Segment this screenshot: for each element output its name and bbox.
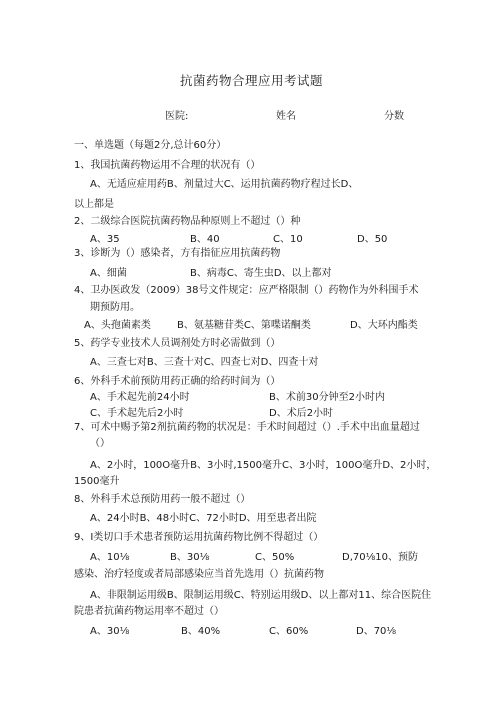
- question-3-option-a: A、细菌: [90, 268, 127, 279]
- question-2-option-a: A、35: [90, 234, 120, 245]
- question-9-option-c: C、50%: [255, 552, 295, 563]
- question-6-stem: 6、外科手术前预防用药正确的给药时间为（）: [74, 376, 281, 387]
- question-5-stem: 5、药学专业技术人员调剂处方时必需做到（）: [74, 338, 281, 349]
- hospital-field-label: 医院:: [165, 111, 189, 122]
- name-field-label: 姓名: [276, 111, 296, 122]
- question-9-stem: 9、I类切口手术患者预防运用抗菌药物比例不得超过（）: [74, 532, 324, 543]
- question-7-options-cont: 1500毫升: [74, 476, 120, 487]
- question-2-option-d: D、50: [357, 234, 388, 245]
- question-11-option-b: B、40%: [181, 626, 221, 637]
- section-heading: 一、单选题（每题2分,总计60分）: [74, 140, 227, 151]
- question-9-option-a: A、10⅛: [90, 552, 130, 563]
- question-6-option-c: C、手术起先后2小时: [90, 408, 184, 419]
- question-7-stem-cont: （）: [90, 438, 110, 449]
- question-7-options: A、2小时，100O毫升B、3小时,1500毫升C、3小时，100O毫升D、2小时，: [90, 460, 437, 471]
- question-10-options: A、非限制运用级B、限制运用级C、特别运用级D、以上都对11、综合医院住: [90, 590, 432, 601]
- question-1-stem: 1、我国抗菌药物运用不合理的状况有（）: [74, 160, 261, 171]
- question-4-stem-cont: 期预防用。: [90, 302, 140, 313]
- question-6-option-b: B、术前30分钟至2小时内: [269, 392, 385, 403]
- question-3-stem: 3、诊断为（）感染者，方有指征应用抗菌药物: [74, 248, 281, 259]
- question-2-stem: 2、二级综合医院抗菌药物品种原则上不超过（）种: [74, 216, 301, 227]
- question-7-stem: 7、可术中赐予第2剂抗菌药物的状况是：手术时间超过（）.手术中出血量超过: [74, 422, 420, 433]
- question-4-option-a: A、头孢菌素类: [84, 320, 151, 331]
- question-1-options: A、无适应症用药B、剂量过大C、运用抗菌药物疗程过长D、: [90, 179, 359, 190]
- question-3-options-rest: B、病毒C、寄生虫D、以上都对: [190, 268, 332, 279]
- question-10-stem: 感染、治疗轻度或者局部感染应当首先选用（）抗菌药物: [74, 569, 324, 580]
- question-4-option-bc: B、氨基糖苷类C、第喋诺酮类: [177, 320, 311, 331]
- question-6-option-a: A、手术起先前24小时: [90, 392, 190, 403]
- page-title: 抗菌药物合理应用考试题: [180, 73, 324, 88]
- question-6-option-d: D、术后2小时: [269, 408, 334, 419]
- question-9-option-d: D,70⅛10、预防: [342, 552, 419, 563]
- question-11-stem: 院患者抗菌药物运用率不超过（）: [74, 606, 224, 617]
- question-8-stem: 8、外科手术总预防用药一般不超过（）: [74, 494, 251, 505]
- question-4-stem: 4、卫办医政发（2009）38号文件规定：应严格限制（）药物作为外科围手术: [74, 285, 419, 296]
- question-2-option-b: B、40: [190, 234, 220, 245]
- question-5-options: A、三查七对B、三查十对C、四查七对D、四查十对: [90, 357, 319, 368]
- question-2-option-c: C、10: [273, 234, 303, 245]
- question-4-option-d: D、大环内酯类: [350, 320, 418, 331]
- question-11-option-c: C、60%: [269, 626, 309, 637]
- score-field-label: 分数: [384, 111, 404, 122]
- question-9-option-b: B、30⅛: [170, 552, 210, 563]
- question-11-option-d: D、70⅛: [356, 626, 397, 637]
- question-11-option-a: A、30⅛: [90, 626, 130, 637]
- question-8-options: A、24小时B、48小时C、72小时D、用至患者出院: [90, 513, 317, 524]
- question-1-options-cont: 以上都是: [74, 199, 114, 210]
